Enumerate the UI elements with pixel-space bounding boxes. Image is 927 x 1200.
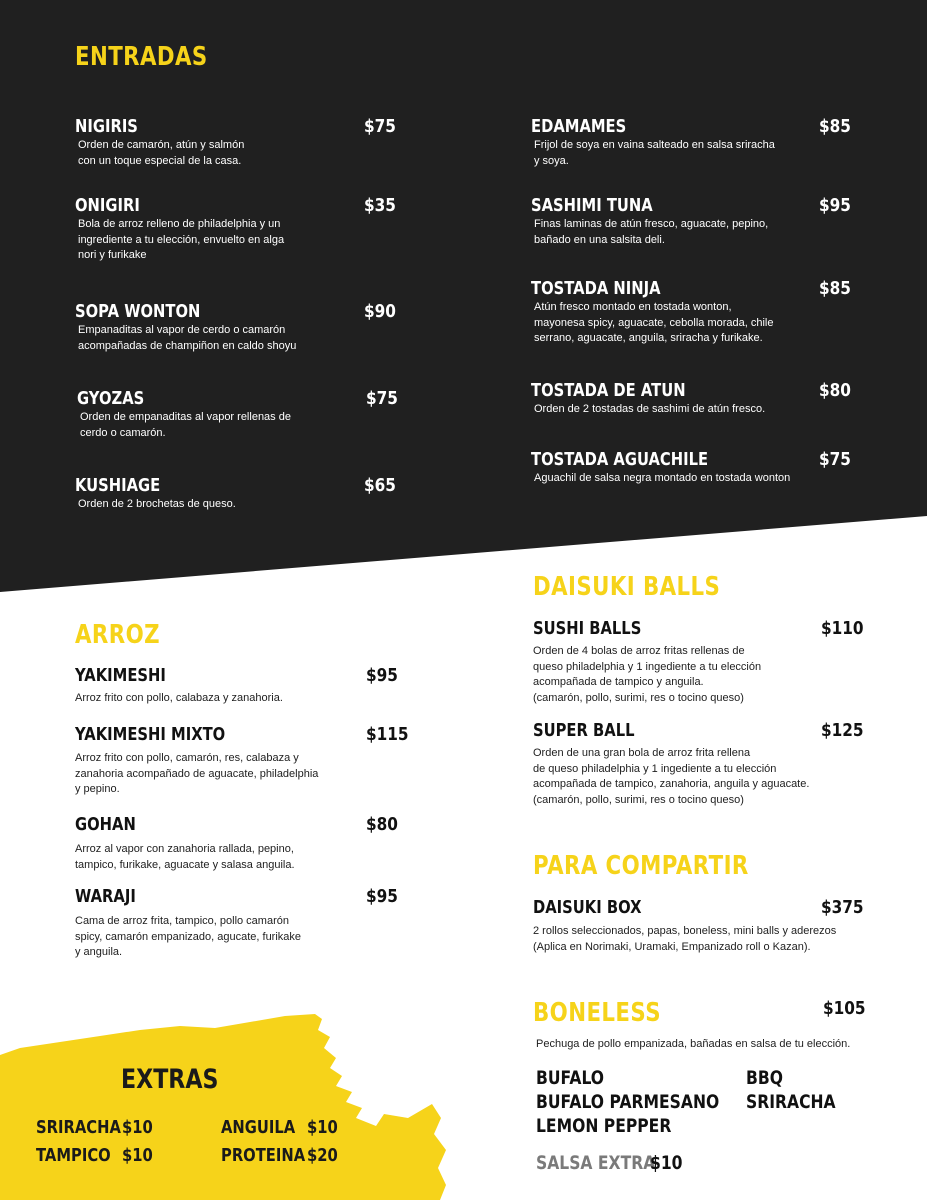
item-price: $85 [819,116,851,137]
item-name: SUPER BALL [533,720,635,741]
item-name: GYOZAS [77,388,145,409]
item-name: GOHAN [75,814,136,835]
extra-proteina-name: PROTEINA [221,1145,306,1166]
item-description: 2 rollos seleccionados, papas, boneless, mini balls y aderezos (Aplica en Norimaki, Uramaki, Empanizado roll o Kazan). [533,925,837,953]
item-price: $80 [366,814,398,835]
extra-anguila-name: ANGUILA [221,1117,296,1138]
item-price: $95 [366,886,398,907]
extra-anguila-price: $10 [307,1117,338,1138]
item-name: TOSTADA DE ATUN [531,380,686,401]
item-description: Arroz frito con pollo, calabaza y zanahoria. [75,692,283,704]
item-name: YAKIMESHI MIXTO [75,724,226,745]
item-description: Frijol de soya en vaina salteado en salsa sriracha y soya. [534,139,775,167]
item-description: Atún fresco montado en tostada wonton, mayonesa spicy, aguacate, cebolla morada, chile serrano, aguacate, anguila, sriracha y furikake. [534,301,774,344]
item-description: Orden de 2 tostadas de sashimi de atún fresco. [534,403,766,415]
sauce-bbq: BBQ [746,1067,784,1089]
sauce-bufalo: BUFALO [536,1067,605,1089]
item-description: Aguachil de salsa negra montado en tostada wonton [534,472,791,484]
boneless-title: BONELESS [533,998,661,1028]
para-compartir-title: PARA COMPARTIR [533,851,749,881]
item-name: ONIGIRI [75,195,140,216]
item-name: EDAMAMES [531,116,627,137]
item-name: YAKIMESHI [75,665,166,686]
sauce-sriracha: SRIRACHA [746,1091,836,1113]
extras-title: EXTRAS [121,1064,219,1095]
item-description: Orden de empanaditas al vapor rellenas de cerdo o camarón. [80,411,291,439]
item-price: $115 [366,724,409,745]
item-description: Arroz frito con pollo, camarón, res, calabaza y zanahoria acompañado de aguacate, philadelphia y pepino. [75,752,319,795]
item-price: $85 [819,278,851,299]
item-name: NIGIRIS [75,116,138,137]
item-description: Bola de arroz relleno de philadelphia y un ingrediente a tu elección, envuelto en alga nori y furikake [78,218,285,261]
item-name: SOPA WONTON [75,301,201,322]
item-price: $95 [819,195,851,216]
item-description: Arroz al vapor con zanahoria rallada, pepino, tampico, furikake, aguacate y salasa anguila. [75,843,295,871]
salsa-extra-price: $10 [650,1152,683,1174]
extra-tampico-name: TAMPICO [36,1145,111,1166]
item-price: $35 [364,195,396,216]
item-price: $75 [819,449,851,470]
item-description: Orden de una gran bola de arroz frita rellena de queso philadelphia y 1 ingediente a tu elección acompañada de tampico, zanahoria, anguila y aguacate. (camarón, pollo, surimi, res o tocino queso) [533,747,810,806]
item-price: $65 [364,475,396,496]
extra-sriracha-name: SRIRACHA [36,1117,121,1138]
item-price: $375 [821,897,864,918]
item-name: KUSHIAGE [75,475,161,496]
item-price: $80 [819,380,851,401]
item-price: $75 [364,116,396,137]
item-name: DAISUKI BOX [533,897,642,918]
boneless-price: $105 [823,998,866,1019]
daisuki-balls-title: DAISUKI BALLS [533,572,721,602]
item-name: TOSTADA NINJA [531,278,661,299]
item-name: SUSHI BALLS [533,618,642,639]
item-price: $75 [366,388,398,409]
item-price: $95 [366,665,398,686]
sauce-lemon-pepper: LEMON PEPPER [536,1115,672,1137]
extra-tampico-price: $10 [122,1145,153,1166]
item-price: $90 [364,301,396,322]
arroz-title: ARROZ [75,620,160,650]
item-name: WARAJI [75,886,136,907]
extra-proteina-price: $20 [307,1145,338,1166]
salsa-extra-label: SALSA EXTRA [536,1152,656,1174]
item-price: $110 [821,618,864,639]
item-name: SASHIMI TUNA [531,195,653,216]
item-description: Empanaditas al vapor de cerdo o camarón acompañadas de champiñon en caldo shoyu [78,324,297,352]
item-description: Cama de arroz frita, tampico, pollo camarón spicy, camarón empanizado, agucate, furikake y anguila. [75,915,302,958]
item-description: Orden de 4 bolas de arroz fritas rellenas de queso philadelphia y 1 ingediente a tu elección acompañada de tampico y anguila. (camarón, pollo, surimi, res o tocino queso) [533,645,762,704]
item-price: $125 [821,720,864,741]
item-description: Orden de 2 brochetas de queso. [78,498,236,510]
boneless-description: Pechuga de pollo empanizada, bañadas en salsa de tu elección. [536,1038,851,1050]
item-description: Orden de camarón, atún y salmón con un toque especial de la casa. [78,139,245,167]
entradas-title: ENTRADAS [75,42,208,72]
item-name: TOSTADA AGUACHILE [531,449,709,470]
sauce-bufalo-parmesano: BUFALO PARMESANO [536,1091,720,1113]
yellow-brush-stroke [0,1014,446,1200]
item-description: Finas laminas de atún fresco, aguacate, pepino, bañado en una salsita deli. [534,218,769,246]
extra-sriracha-price: $10 [122,1117,153,1138]
